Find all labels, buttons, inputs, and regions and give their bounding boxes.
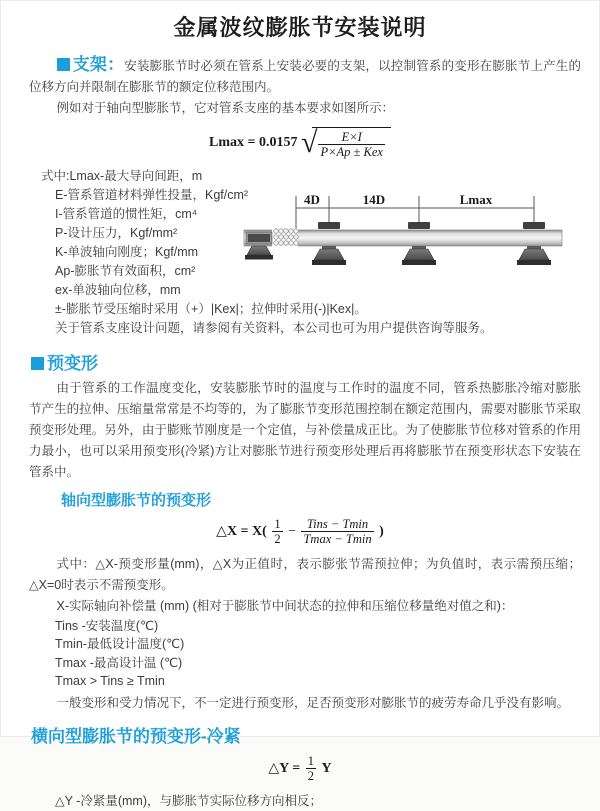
lateral-note: △Y -冷紧量(mm)，与膨胀节实际位移方向相反； [55,793,323,808]
section-heading-predeform [31,349,599,374]
pipe-support-diagram [244,189,600,291]
definition-line: Ap-膨胀节有效面积，cm² [55,264,196,278]
axial-explain-1: 式中：△X-预变形量(mm)，△X为正值时，表示膨张节需预拉伸；为负值时，表示需预压缩；△X=0时表示不需预变形。 [29,556,581,592]
lateral-predeform-formula [1,754,599,784]
support-example-line: 例如对于轴向型膨胀节，它对管系支座的基本要求如图所示： [56,101,395,115]
axial-explain-2: X-实际轴向补偿量 (mm) (相对于膨胀节中间状态的拉伸和压缩位移量绝对值之和)： [56,598,514,613]
definition-line: I-管系管道的惯性矩，cm⁴ [55,207,198,221]
definition-line: 关于管系支座设计问题，请参阅有关资料，本公司也可为用户提供咨询等服务。 [55,321,493,335]
lmax-formula-numerator: E×I [341,129,362,144]
predeform-heading-text: 预变形 [47,354,98,373]
dim-label-lmax: Lmax [459,192,493,207]
definition-line: K-单波轴向刚度；Kgf/mm [55,245,199,259]
definition-line: 式中:Lmax-最大导向间距，m [41,169,203,183]
definition-line: E-管系管道材料弹性投量，Kgf/cm² [55,188,249,202]
axial-formula-rhs: ) [379,524,384,540]
definition-line: ex-单波轴向位移，mm [55,283,181,297]
lateral-formula-lhs: △Y = [268,760,301,776]
temperature-fraction: $\frac{\text{Tins − Tmin}}{Tmax - Tmin}$ [303,517,372,547]
section-marker-icon [31,357,44,370]
section-heading-support: 支架： [72,55,125,74]
temp-definition-line: Tmax -最高设计温 (℃) [55,655,183,670]
lmax-formula-lhs: Lmax = 0.0157 [209,135,298,151]
definition-line: ±-膨胀节受压缩时采用（+）|Kex|；拉伸时采用(-)|Kex|。 [55,302,367,316]
half-fraction: $\frac{1}{2}$ [307,753,314,784]
dim-label-4d: 4D [304,192,320,207]
section-marker-icon [57,58,70,71]
temp-definition-line: Tins -安装温度(℃) [55,618,159,633]
definition-line: P-设计压力，Kgf/mm² [55,226,178,240]
minus-operator: − [288,524,296,540]
axial-formula-lhs: △X = X( [216,524,267,540]
support-intro-paragraph [29,54,581,98]
radical-sign-icon: √ [301,126,318,159]
temp-inequality-line: Tmax > Tins ≥ Tmin [55,674,165,689]
axial-note: 一般变形和受力情况下，不一定进行预变形，足否预变形对膨胀节的疲劳寿命几乎没有影响。 [56,695,570,710]
page-title: 金属波纹膨胀节安装说明 [173,15,427,40]
temp-definition-line: Tmin-最低设计温度(℃) [55,637,185,652]
radical-content [312,127,391,160]
support-intro-text: 安装膨胀节时必须在管系上安装必要的支架，以控制管系的变形在膨胀节上产生的位移方向并限制在膨胀节的额定位移范围内。 [29,59,581,94]
subsection-heading-axial: 轴向型膨胀节的预变形 [61,492,212,509]
definitions-and-diagram [1,167,599,339]
half-fraction: $\frac{1}{2}$ [274,517,281,547]
axial-predeform-formula [1,517,599,547]
lmax-formula [1,126,599,160]
predeform-paragraph: 由于管系的工作温度变化，安装膨胀节时的温度与工作时的温度不同，管系热膨胀冷缩对膨胀节产生的拉伸、压缩量常常是不均等的，为了膨胀节变形范围控制在额定范围内，需要对膨胀节采取预变形处理。另外，由于膨账节刚度是一个定值，与补偿量成正比。为了使膨胀节位移对管系的作用力最小，也可以采用预变形(冷紧)方让对膨胀节进行预变形处理后再将膨胀节在预变形状态下安装在管系中。 [29,381,581,479]
lmax-formula-denominator: P×Ap ± Kex [320,145,383,159]
dim-label-14d: 14D [362,192,386,207]
bellows-icon [272,228,298,248]
lateral-formula-rhs: Y [321,760,332,776]
subsection-heading-lateral: 横向型膨胀节的预变形-冷紧 [31,726,241,746]
